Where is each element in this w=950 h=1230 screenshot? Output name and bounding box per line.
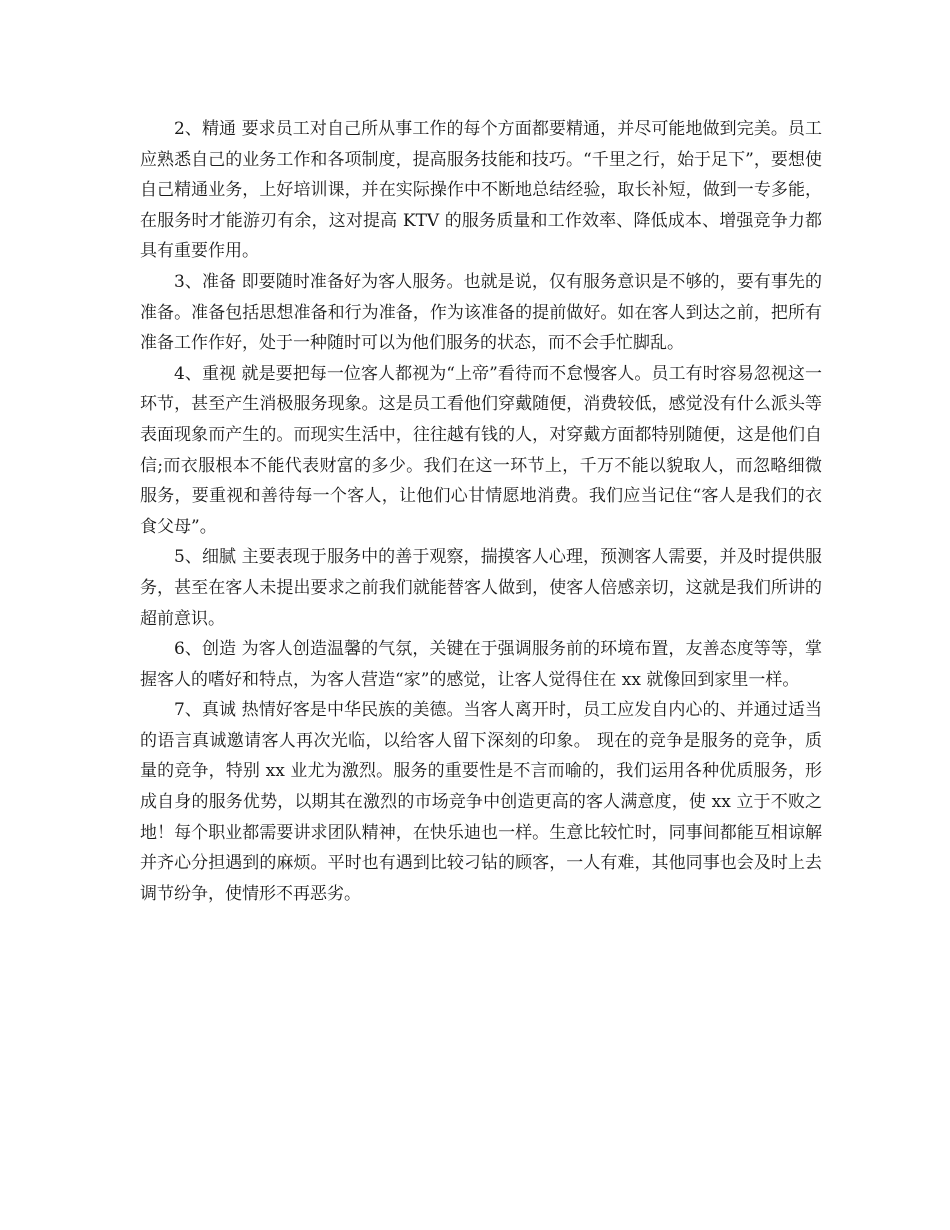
paragraph-chuangzao: 6、创造 为客人创造温馨的气氛，关键在于强调服务前的环境布置，友善态度等等，掌握客人的嗜好和特点，为客人营造“家”的感觉，让客人觉得住在 xx 就像回到家里一样。 — [140, 639, 822, 690]
paragraph-zhencheng: 7、真诚 热情好客是中华民族的美德。当客人离开时，员工应发自内心的、并通过适当的语言真诚邀请客人再次光临，以给客人留下深刻的印象。 现在的竞争是服务的竞争，质量的竞争，特别 xx 业尤为激烈。服务的重要性是不言而喻的，我们运用各种优质服务，形成自身的服务优势，以期其在激烈的市场竞争中创造更高的客人满意度，使 xx 立于不败之地！每个职业都需要讲求团队精神，在快乐迪也一样。生意比较忙时，同事间都能互相谅解并齐心分担遇到的麻烦。平时也有遇到比较刁钻的顾客，一人有难，其他同事也会及时上去调节纷争，使情形不再恶劣。 — [140, 700, 822, 904]
paragraph-zhongshi: 4、重视 就是要把每一位客人都视为“上帝”看待而不怠慢客人。员工有时容易忽视这一环节，甚至产生消极服务现象。这是员工看他们穿戴随便，消费较低，感觉没有什么派头等表面现象而产生的。而现实生活中，往往越有钱的人，对穿戴方面都特别随便，这是他们自信;而衣服根本不能代表财富的多少。我们在这一环节上，千万不能以貌取人，而忽略细微服务，要重视和善待每一个客人，让他们心甘情愿地消费。我们应当记住“客人是我们的衣食父母”。 — [140, 363, 822, 537]
document-body — [140, 114, 822, 909]
paragraph-zhunbei: 3、准备 即要随时准备好为客人服务。也就是说，仅有服务意识是不够的，要有事先的准备。准备包括思想准备和行为准备，作为该准备的提前做好。如在客人到达之前，把所有准备工作作好，处于一种随时可以为他们服务的状态，而不会手忙脚乱。 — [140, 271, 822, 354]
paragraph-jingtong: 2、精通 要求员工对自己所从事工作的每个方面都要精通，并尽可能地做到完美。员工应熟悉自己的业务工作和各项制度，提高服务技能和技巧。“千里之行，始于足下”，要想使自己精通业务，上好培训课，并在实际操作中不断地总结经验，取长补短，做到一专多能，在服务时才能游刃有余，这对提高 KTV 的服务质量和工作效率、降低成本、增强竞争力都具有重要作用。 — [140, 119, 822, 262]
paragraph-xini: 5、细腻 主要表现于服务中的善于观察，揣摸客人心理，预测客人需要，并及时提供服务，甚至在客人未提出要求之前我们就能替客人做到，使客人倍感亲切，这就是我们所讲的超前意识。 — [140, 547, 822, 629]
